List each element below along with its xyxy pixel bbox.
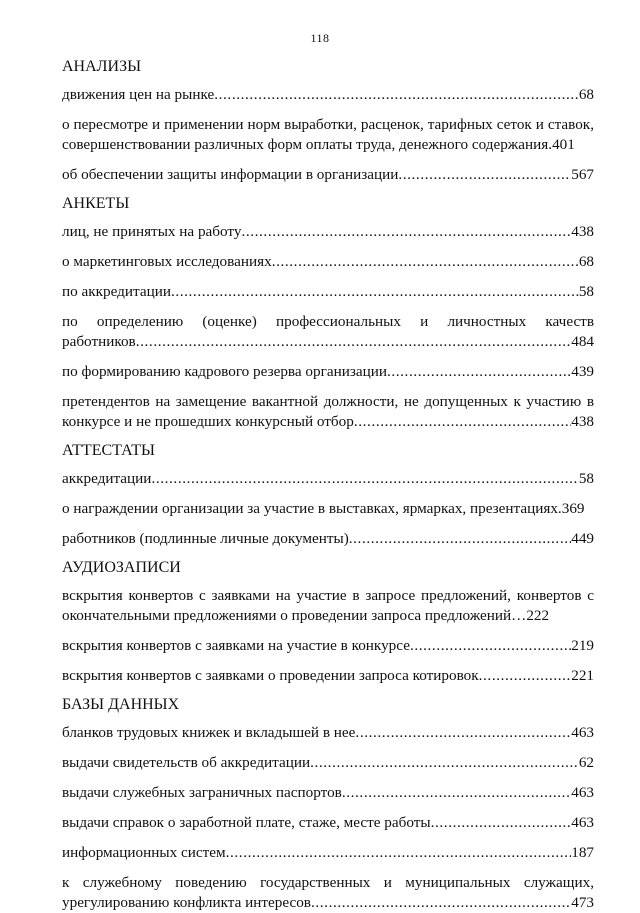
page-number: 118 (310, 31, 330, 45)
index-entry (62, 529, 594, 549)
leader-dots (136, 332, 571, 352)
entry-page-number: 473 (571, 894, 594, 911)
entry-last-line (62, 723, 594, 743)
entry-text: о награждении организации за участие в выставках, ярмарках, презентациях. (62, 500, 562, 517)
section-heading: АНКЕТЫ (62, 195, 130, 212)
leader-dots (398, 165, 571, 185)
index-entry (62, 873, 594, 913)
index-entry (62, 783, 594, 803)
entry-last-line (62, 165, 594, 185)
leader-dots (272, 252, 579, 272)
leader-dots (311, 893, 571, 913)
entry-last-line (62, 135, 594, 155)
leader-dots (171, 282, 579, 302)
entry-text: аккредитации (62, 470, 152, 487)
entry-text: выдачи служебных заграничных паспортов (62, 784, 342, 801)
index-entry (62, 586, 594, 626)
entry-last-line (62, 893, 594, 913)
entry-last-line (62, 636, 594, 656)
index-entry (62, 165, 594, 185)
entry-text: окончательными предложениями о проведении запроса предложений… (62, 607, 527, 624)
index-entry (62, 252, 594, 272)
index-entry (62, 753, 594, 773)
entry-text: движения цен на рынке (62, 86, 215, 103)
entry-page-number: 449 (571, 530, 594, 547)
entry-text-line: к служебному поведению государственных и муниципальных служащих, (62, 874, 594, 891)
entry-last-line (62, 85, 594, 105)
entry-text: по аккредитации (62, 283, 171, 300)
entry-last-line (62, 412, 594, 432)
entry-page-number: 58 (578, 470, 594, 487)
entry-page-number: 463 (571, 814, 594, 831)
index-entry (62, 115, 594, 155)
entry-page-number: 484 (571, 333, 594, 350)
entry-text: конкурсе и не прошедших конкурсный отбор (62, 413, 354, 430)
index-entry (62, 843, 594, 863)
index-entry (62, 85, 594, 105)
index-entry (62, 499, 594, 519)
index-entry (62, 723, 594, 743)
section-heading: АНАЛИЗЫ (62, 58, 142, 75)
entry-text: по формированию кадрового резерва организации (62, 363, 387, 380)
index-entry (62, 392, 594, 432)
entry-last-line (62, 813, 594, 833)
entry-last-line (62, 783, 594, 803)
entry-text-line: по определению (оценке) профессиональных и личностных качеств (62, 313, 594, 330)
entry-text-line: претендентов на замещение вакантной должности, не допущенных к участию в (62, 393, 594, 410)
entry-last-line (62, 666, 594, 686)
entry-page-number: 567 (571, 166, 594, 183)
section-heading: БАЗЫ ДАННЫХ (62, 696, 180, 713)
entry-page-number: 187 (571, 844, 594, 861)
entry-text: выдачи свидетельств об аккредитации (62, 754, 311, 771)
entry-text-line: о пересмотре и применении норм выработки, расценок, тарифных сеток и ставок, (62, 116, 594, 133)
leader-dots (431, 813, 572, 833)
leader-dots (342, 783, 571, 803)
entry-last-line (62, 529, 594, 549)
entry-last-line (62, 252, 594, 272)
entry-text: урегулированию конфликта интересов (62, 894, 311, 911)
index-entry (62, 469, 594, 489)
entry-page-number: 219 (571, 637, 594, 654)
leader-dots (479, 666, 572, 686)
entry-last-line (62, 469, 594, 489)
entry-text: работников (62, 333, 136, 350)
entry-text: вскрытия конвертов с заявками на участие в конкурсе (62, 637, 410, 654)
index-entry (62, 636, 594, 656)
entry-page-number: 463 (571, 724, 594, 741)
entry-text: выдачи справок о заработной плате, стаже, месте работы (62, 814, 431, 831)
leader-dots (354, 412, 571, 432)
leader-dots (214, 85, 579, 105)
section-heading: АУДИОЗАПИСИ (62, 559, 181, 576)
entry-page-number: 62 (578, 754, 594, 771)
entry-last-line (62, 282, 594, 302)
entry-text: работников (подлинные личные документы) (62, 530, 349, 547)
leader-dots (241, 222, 571, 242)
entry-last-line (62, 362, 594, 382)
entry-page-number: 221 (571, 667, 594, 684)
entry-page-number: 68 (578, 86, 594, 103)
entry-text-line: вскрытия конвертов с заявками на участие в запросе предложений, конвертов с (62, 587, 594, 604)
entry-text: вскрытия конвертов с заявками о проведении запроса котировок (62, 667, 479, 684)
index-content (62, 54, 594, 913)
leader-dots (151, 469, 578, 489)
leader-dots (310, 753, 579, 773)
entry-page-number: 401 (552, 136, 575, 153)
entry-last-line (62, 606, 594, 626)
entry-page-number: 369 (561, 500, 585, 517)
entry-page-number: 222 (526, 607, 550, 624)
entry-last-line (62, 843, 594, 863)
leader-dots (410, 636, 571, 656)
entry-text: лиц, не принятых на работу (62, 223, 242, 240)
entry-text: о маркетинговых исследованиях (62, 253, 272, 270)
index-entry (62, 362, 594, 382)
index-entry (62, 312, 594, 352)
entry-last-line (62, 499, 594, 519)
leader-dots (226, 843, 572, 863)
leader-dots (387, 362, 571, 382)
entry-page-number: 463 (571, 784, 594, 801)
leader-dots (349, 529, 571, 549)
entry-text: об обеспечении защиты информации в организации (62, 166, 399, 183)
index-entry (62, 222, 594, 242)
entry-text: совершенствовании различных форм оплаты труда, денежного содержания. (62, 136, 553, 153)
entry-last-line (62, 222, 594, 242)
leader-dots (355, 723, 571, 743)
entry-last-line (62, 753, 594, 773)
entry-page-number: 438 (571, 413, 594, 430)
entry-page-number: 439 (571, 363, 594, 380)
index-entry (62, 282, 594, 302)
index-entry (62, 813, 594, 833)
entry-page-number: 58 (578, 283, 594, 300)
entry-page-number: 438 (571, 223, 594, 240)
entry-last-line (62, 332, 594, 352)
entry-page-number: 68 (578, 253, 594, 270)
entry-text: информационных систем (62, 844, 226, 861)
section-heading: АТТЕСТАТЫ (62, 442, 155, 459)
index-entry (62, 666, 594, 686)
entry-text: бланков трудовых книжек и вкладышей в нее (62, 724, 356, 741)
